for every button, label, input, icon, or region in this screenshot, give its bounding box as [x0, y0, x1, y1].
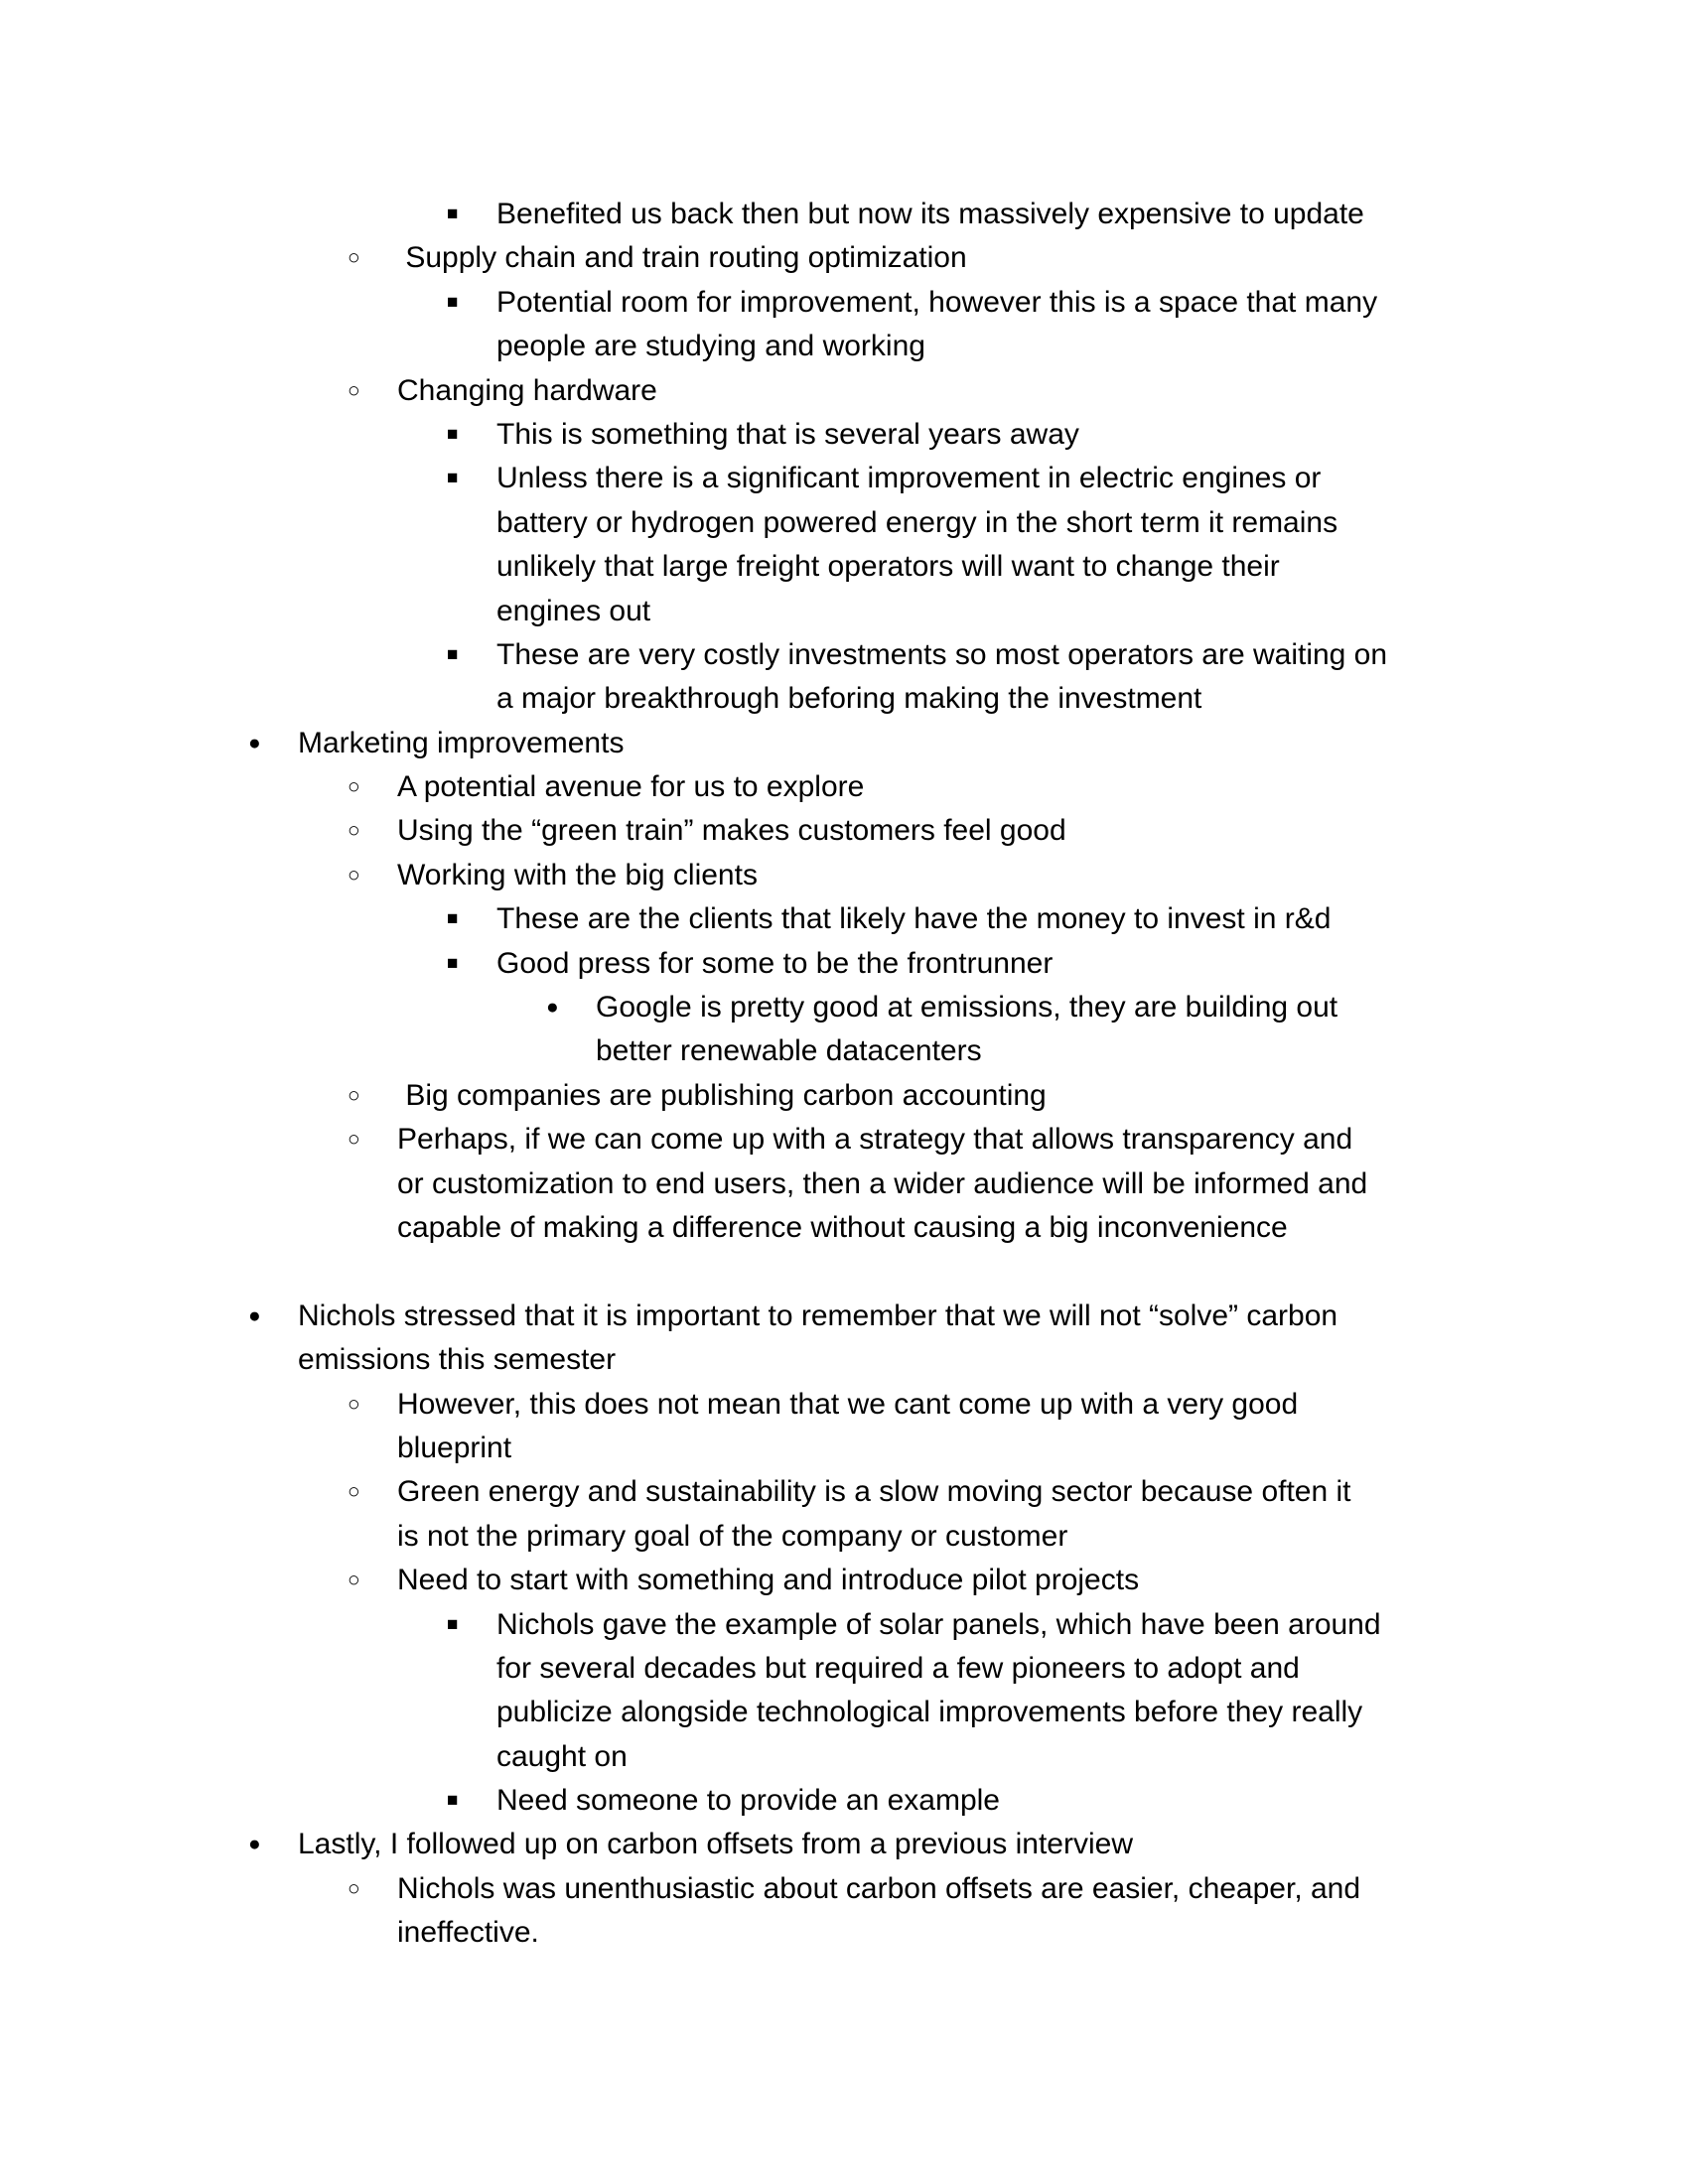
list-line: Working with the big clients — [397, 858, 758, 891]
list-row — [0, 1559, 1688, 1602]
list-line: people are studying and working — [496, 330, 925, 363]
square-bullet-icon: ■ — [447, 1613, 459, 1635]
list-line: emissions this semester — [298, 1343, 617, 1377]
list-line: Nichols was unenthusiastic about carbon offsets are easier, cheaper, and — [397, 1871, 1361, 1905]
list-row — [0, 809, 1688, 853]
list-line: engines out — [496, 594, 651, 627]
list-row — [0, 457, 1688, 500]
square-bullet-icon: ■ — [447, 204, 459, 224]
list-line: Potential room for improvement, however this is a space that many — [496, 285, 1378, 319]
list-row — [0, 1383, 1688, 1427]
list-row — [0, 1603, 1688, 1647]
list-line: blueprint — [397, 1431, 512, 1464]
circle-bullet-icon: ○ — [348, 775, 360, 799]
list-line: Google is pretty good at emissions, they are building out — [596, 991, 1338, 1024]
list-row — [0, 501, 1688, 545]
disc-bullet-icon: ● — [248, 1833, 261, 1856]
list-line: Benefited us back then but now its massively expensive to update — [496, 198, 1364, 230]
list-row — [0, 1691, 1688, 1734]
list-line: These are the clients that likely have the money to invest in r&d — [496, 902, 1332, 936]
list-line: Nichols gave the example of solar panels, which have been around — [496, 1607, 1381, 1641]
list-row — [0, 722, 1688, 765]
list-line: unlikely that large freight operators will want to change their — [496, 550, 1280, 584]
list-line: publicize alongside technological improvements before they really — [496, 1696, 1363, 1729]
list-row — [0, 633, 1688, 677]
list-row — [0, 1118, 1688, 1161]
list-row — [0, 1074, 1688, 1118]
list-line: These are very costly investments so most operators are waiting on — [496, 637, 1388, 671]
list-row — [0, 590, 1688, 633]
list-row — [0, 1867, 1688, 1911]
list-row — [0, 677, 1688, 721]
list-row — [0, 854, 1688, 897]
list-line: ineffective. — [397, 1916, 539, 1950]
list-row — [0, 193, 1688, 236]
list-row — [0, 1779, 1688, 1823]
list-line: for several decades but required a few pioneers to adopt and — [496, 1651, 1300, 1685]
list-row — [0, 325, 1688, 368]
circle-bullet-icon: ○ — [348, 1876, 360, 1900]
list-row — [0, 1823, 1688, 1866]
list-row — [0, 1470, 1688, 1514]
square-bullet-icon: ■ — [447, 952, 459, 974]
list-line: caught on — [496, 1739, 628, 1773]
list-line: Need someone to provide an example — [496, 1784, 1000, 1818]
circle-bullet-icon: ○ — [348, 819, 360, 843]
list-line: Unless there is a significant improvement in electric engines or — [496, 462, 1322, 495]
disc-bullet-icon: ● — [546, 996, 559, 1020]
list-line: A potential avenue for us to explore — [397, 770, 865, 804]
list-row — [0, 1427, 1688, 1470]
circle-bullet-icon: ○ — [348, 378, 360, 402]
list-row — [0, 1735, 1688, 1779]
list-row — [0, 1206, 1688, 1250]
disc-bullet-icon: ● — [248, 1303, 261, 1327]
circle-bullet-icon: ○ — [348, 1392, 360, 1416]
square-bullet-icon: ■ — [447, 643, 459, 665]
list-row — [0, 545, 1688, 589]
circle-bullet-icon: ○ — [348, 1569, 360, 1592]
circle-bullet-icon: ○ — [348, 863, 360, 887]
list-row — [0, 1029, 1688, 1073]
list-line: Nichols stressed that it is important to remember that we will not “solve” carbon — [298, 1298, 1338, 1332]
list-row — [0, 765, 1688, 809]
list-row — [0, 1647, 1688, 1691]
list-line: or customization to end users, then a wider audience will be informed and — [397, 1166, 1368, 1200]
circle-bullet-icon: ○ — [348, 1128, 360, 1152]
list-line: Green energy and sustainability is a slow moving sector because often it — [397, 1475, 1351, 1509]
list-line: better renewable datacenters — [596, 1034, 982, 1068]
list-row — [0, 1162, 1688, 1206]
list-line: Using the “green train” makes customers feel good — [397, 814, 1066, 848]
circle-bullet-icon: ○ — [348, 246, 360, 270]
list-row — [0, 942, 1688, 986]
list-line: battery or hydrogen powered energy in the short term it remains — [496, 505, 1338, 539]
list-line: Need to start with something and introduce pilot projects — [397, 1564, 1140, 1597]
square-bullet-icon: ■ — [447, 468, 459, 489]
spacer-row — [0, 1250, 1688, 1294]
list-row — [0, 1911, 1688, 1955]
list-row — [0, 1338, 1688, 1382]
list-line: Big companies are publishing carbon accounting — [397, 1078, 1047, 1112]
list-row — [0, 986, 1688, 1029]
list-line: Good press for some to be the frontrunner — [496, 946, 1054, 980]
list-line: Supply chain and train routing optimization — [397, 241, 967, 275]
list-row — [0, 1295, 1688, 1338]
list-row — [0, 897, 1688, 941]
circle-bullet-icon: ○ — [348, 1480, 360, 1504]
square-bullet-icon: ■ — [447, 1790, 459, 1812]
list-row — [0, 236, 1688, 280]
list-line: However, this does not mean that we cant come up with a very good — [397, 1387, 1299, 1421]
list-row — [0, 413, 1688, 457]
list-line: Changing hardware — [397, 373, 657, 407]
list-line: Marketing improvements — [298, 726, 625, 759]
list-line: a major breakthrough beforing making the investment — [496, 682, 1202, 716]
list-row — [0, 1515, 1688, 1559]
list-line: capable of making a difference without causing a big inconvenience — [397, 1210, 1288, 1244]
list-row — [0, 281, 1688, 325]
list-row — [0, 369, 1688, 413]
list-line: Perhaps, if we can come up with a strategy that allows transparency and — [397, 1123, 1353, 1157]
list-line: Lastly, I followed up on carbon offsets from a previous interview — [298, 1828, 1133, 1861]
bullet-list — [0, 193, 1688, 1956]
list-line: is not the primary goal of the company or customer — [397, 1519, 1068, 1553]
square-bullet-icon: ■ — [447, 291, 459, 313]
disc-bullet-icon: ● — [248, 731, 261, 754]
list-line: This is something that is several years away — [496, 417, 1079, 451]
square-bullet-icon: ■ — [447, 908, 459, 930]
square-bullet-icon: ■ — [447, 423, 459, 445]
circle-bullet-icon: ○ — [348, 1083, 360, 1107]
